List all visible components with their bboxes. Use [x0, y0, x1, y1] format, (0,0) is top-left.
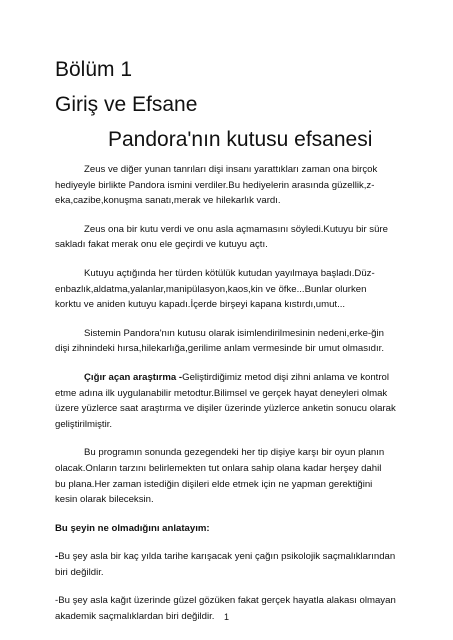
paragraph-line: üzere yüzlerce saat araştırma ve dişiler üzerinde yüzlerce anketin sonucu olarak [55, 403, 396, 415]
paragraph-line: akademik saçmalıklardan biri değildir. [55, 611, 215, 623]
paragraph-line: Zeus ve diğer yunan tanrıları dişi insanı yarattıkları zaman ona birçok [84, 164, 378, 175]
paragraph [55, 266, 403, 313]
paragraph-line: enbazlık,aldatma,yalanlar,manipülasyon,kaos,kin ve öfke...Bunlar olurken [55, 283, 367, 295]
line-text: Geliştirdiğimiz metod dişi zihni anlama ve kontrol [182, 371, 390, 383]
paragraph-line: kesin olarak bileceksin. [55, 494, 154, 506]
bold-lead: - [55, 551, 59, 563]
paragraph-line: eka,cazibe,konuşma sanatı,merak ve hilekarlık vardı. [55, 195, 281, 207]
paragraph [55, 326, 403, 357]
paragraph-line: biri değildir. [55, 566, 104, 578]
paragraph-line: geliştirilmiştir. [55, 418, 113, 430]
paragraph-line [55, 549, 403, 565]
paragraph-line: Bu programın sonunda gezegendeki her tip dişiye karşı bir oyun planın [84, 447, 385, 459]
paragraph-line: sakladı fakat merak onu ele geçirdi ve kutuyu açtı. [55, 239, 268, 251]
paragraph [55, 445, 403, 507]
section-heading: Giriş ve Efsane [55, 93, 198, 116]
paragraph-line: korktu ve aniden kutuyu kapadı.İçerde birşeyi kapana kıstırdı,umut... [55, 299, 346, 311]
paragraph-line: -Bu şey asla kağıt üzerinde güzel gözüken fakat gerçek hayatla alakası olmayan [55, 595, 396, 607]
chapter-heading: Bölüm 1 [55, 58, 133, 81]
bold-lead: Çığır açan araştırma - [84, 371, 183, 383]
line-text: Bu şey asla bir kaç yılda tarihe karışacak yeni çağın psikolojik saçmalıklarından [58, 551, 396, 563]
paragraph [55, 549, 403, 580]
paragraph-line: Sistemin Pandora'nın kutusu olarak isimlendirilmesinin nedeni,erke-ğin [84, 327, 384, 339]
paragraph [55, 162, 403, 209]
paragraph-line: Bu şeyin ne olmadığını anlatayım: [55, 522, 210, 534]
paragraph-line: bu plana.Her zaman istediğin dişileri elde etmek için ne yapman gerektiğini [55, 478, 373, 490]
paragraph [55, 222, 403, 253]
paragraph [55, 370, 403, 432]
paragraph-line: Zeus ona bir kutu verdi ve onu asla açmamasını söyledi.Kutuyu bir süre [84, 223, 388, 235]
paragraph-line: Kutuyu açtığında her türden kötülük kutudan yayılmaya başladı.Düz- [84, 267, 375, 279]
paragraph-line: etme adına ilk uygulanabilir metodtur.Bilimsel ve gerçek hayat deneyleri olmak [55, 387, 388, 399]
body-text [55, 162, 403, 638]
page-number: 1 [223, 612, 229, 622]
paragraph-line: olacak.Onların tarzını belirlemekten tut onlara sahip olana kadar herşey dahil [55, 462, 382, 474]
paragraph-line: dişi zihnindeki hırsa,hilekarlığa,gerilime anlam vermesinde bir umut olmasıdır. [55, 343, 384, 355]
paragraph [55, 521, 403, 537]
paragraph-line: hediyeyle birlikte Pandora ismini verdiler.Bu hediyelerin arasında güzellik,z- [55, 179, 375, 191]
paragraph-line [55, 370, 403, 386]
page-title: Pandora'nın kutusu efsanesi [108, 128, 373, 151]
